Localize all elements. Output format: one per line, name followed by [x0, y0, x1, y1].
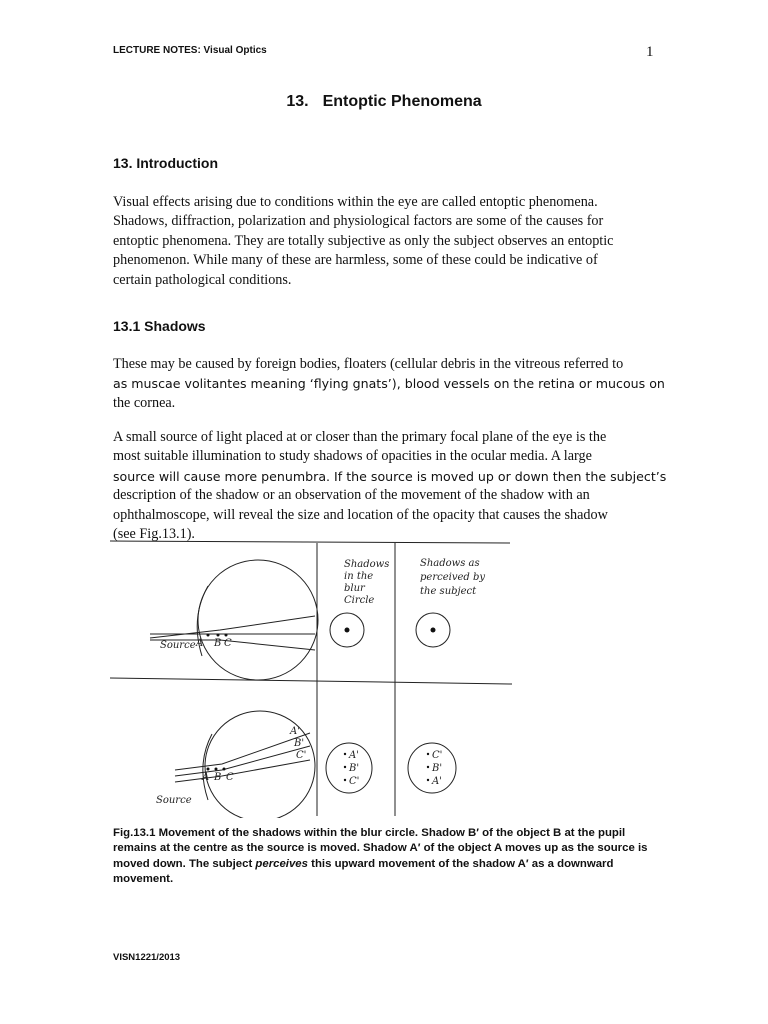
- chapter-number: 13.: [286, 93, 309, 110]
- col2-label-line: blur: [344, 583, 365, 594]
- page-number: 1: [646, 44, 654, 60]
- intro-line: phenomenon. While many of these are harmless, some of these could be indicative of: [113, 252, 598, 269]
- figure-caption: [113, 826, 665, 888]
- retina-label: C': [296, 750, 307, 761]
- shadows-paragraph-2: [113, 428, 665, 544]
- shadows-line: as muscae volitantes meaning ‘flying gnats’), blood vessels on the retina or mucous on: [113, 376, 665, 392]
- light-ray: [175, 760, 310, 782]
- shadows-paragraph-1: [113, 355, 665, 413]
- figure-rule: [110, 678, 512, 684]
- chapter-title: [0, 93, 768, 111]
- caption-text: this upward movement of the shadow A′ as a downward movement.: [113, 857, 614, 886]
- light-ray: [150, 616, 315, 638]
- retina-label: B': [294, 738, 305, 749]
- opacity-point: [207, 634, 210, 637]
- caption-text: Fig.13.1 Movement of the shadows within the blur circle. Shadow B′ of the object B at the pupil remains at the centre as the source is moved. Shadow A′ of the object A moves up as the source is moved down. The subject: [113, 827, 648, 870]
- opacity-point: [215, 768, 218, 771]
- shadows-line: A small source of light placed at or closer than the primary focal plane of the eye is the: [113, 429, 607, 445]
- object-b-label: B: [214, 772, 222, 783]
- opacity-point: [223, 768, 226, 771]
- col3-label-line: the subject: [420, 586, 477, 597]
- shadow-point: [344, 779, 346, 781]
- perceived-point-label: B': [432, 763, 443, 774]
- figure-13-1-diagram: [110, 538, 520, 818]
- shadow-dot: [431, 628, 436, 633]
- footer-code: VISN1221/2013: [113, 952, 181, 963]
- source-label: Source: [160, 640, 196, 651]
- light-ray: [175, 746, 310, 776]
- opacity-point: [225, 634, 228, 637]
- blur-point-label: B': [349, 763, 360, 774]
- object-c-label: C: [224, 638, 232, 649]
- shadows-line: These may be caused by foreign bodies, floaters (cellular debris in the vitreous referred to: [113, 356, 624, 372]
- perceived-point-label: A': [432, 776, 442, 787]
- eyeball-top: [198, 560, 318, 680]
- shadows-line: source will cause more penumbra. If the source is moved up or down then the subject’s: [113, 468, 667, 484]
- col3-label-line: perceived by: [420, 572, 486, 583]
- shadow-point: [344, 766, 346, 768]
- intro-line: certain pathological conditions.: [113, 271, 292, 288]
- chapter-title-text: Entoptic Phenomena: [322, 93, 482, 110]
- shadows-line: ophthalmoscope, will reveal the size and location of the opacity that causes the shadow: [113, 506, 608, 523]
- col2-label-line: Shadows: [344, 559, 390, 570]
- opacity-point: [217, 634, 220, 637]
- col3-label-line: Shadows as: [420, 558, 480, 569]
- object-a-label: A: [196, 638, 204, 649]
- shadows-line: (see Fig.13.1).: [113, 526, 195, 543]
- source-label: Source: [156, 795, 192, 806]
- object-a-label: A: [202, 772, 210, 783]
- shadows-line: the cornea.: [113, 394, 176, 411]
- shadow-dot: [345, 628, 350, 633]
- section-heading-shadows: 13.1 Shadows: [113, 318, 206, 334]
- shadow-point: [427, 766, 429, 768]
- intro-line: entoptic phenomena. They are totally subjective as only the subject observes an entoptic: [113, 232, 614, 249]
- shadows-line: description of the shadow or an observation of the movement of the shadow with an: [113, 487, 590, 504]
- opacity-point: [207, 768, 210, 771]
- col2-label-line: Circle: [344, 595, 375, 606]
- caption-emphasis: perceives: [255, 857, 308, 870]
- shadow-point: [427, 779, 429, 781]
- running-header: LECTURE NOTES: Visual Optics: [113, 45, 267, 56]
- shadow-point: [344, 753, 346, 755]
- object-b-label: B: [214, 638, 222, 649]
- intro-line: Shadows, diffraction, polarization and physiological factors are some of the causes for: [113, 213, 604, 230]
- object-c-label: C: [226, 772, 234, 783]
- blur-point-label: C': [349, 776, 360, 787]
- perceived-point-label: C': [432, 750, 443, 761]
- shadow-point: [427, 753, 429, 755]
- section-heading-introduction: 13. Introduction: [113, 155, 218, 171]
- retina-label: A': [290, 726, 300, 737]
- figure-rule: [110, 541, 510, 543]
- col2-label-line: in the: [344, 571, 374, 582]
- intro-line: Visual effects arising due to conditions within the eye are called entoptic phenomena.: [113, 194, 598, 210]
- shadows-line: most suitable illumination to study shadows of opacities in the ocular media. A large: [113, 448, 592, 465]
- blur-point-label: A': [349, 750, 359, 761]
- introduction-paragraph: [113, 193, 665, 290]
